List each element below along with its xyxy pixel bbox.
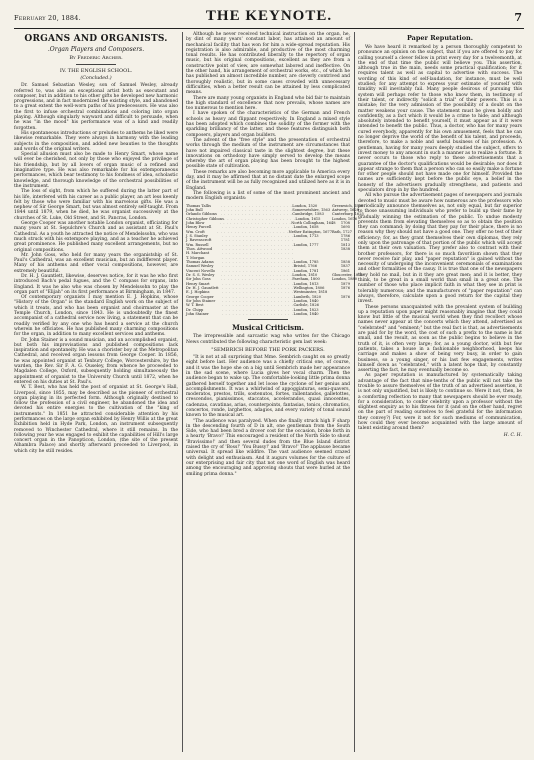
paragraph: These persons unacquainted with the prevalent system of building up a reputation upon paper might reasonably imagine that they could know but little of the musical world when they find recollect whose names never appear at the concerts which they attend, advertised as "celebrated" and "eminent;" but the real fact is that, as advertisements are paid for by the word, the cost of such a prefix to the name is but small, and the result, as soon as the public begins to believe in the truth of it, is often very large; for, as a young doctor, with but few patients, takes a house in a fashionable neighborhood, keeps his carriage and makes a show of being very busy, in order to gain business, so a young singer, or his last few engagements, writes himself down as "celebrated," with a latent hope that, by constantly asserting the fact, he may eventually become so. — [358, 304, 522, 374]
leader-dots: . . . . . . . . . . . . . . . . . . . . . — [222, 255, 294, 260]
article-subheading: .Organ Players and Composers. — [47, 46, 145, 53]
death-place: Canterbury, 1625 — [332, 212, 364, 217]
newspaper-page — [14, 8, 524, 752]
birth-place: Wellington, 1806 — [293, 286, 325, 291]
organist-name: Dr. H. J. Gauntlett — [186, 286, 219, 291]
leader-dots: . . . . . . . . . . . . . . . . . . . . . — [222, 294, 294, 299]
leader-dots: . . . . . . . . . . . . . . . . . . . . . — [222, 225, 294, 230]
organist-name: Dr. S. S. Wesley — [186, 273, 215, 277]
birth-place: London, 1840 — [293, 299, 319, 304]
divider — [248, 319, 288, 320]
leader-dots: . . . . . . . . . . . . . . . . . . . . . — [222, 286, 294, 291]
leader-dots: . . . . . . . . . . . . . . . . . . . . . — [222, 268, 294, 273]
column-continued-and-criticism — [186, 32, 364, 752]
paragraph: Of contemporary organists I may mention E. J. Hopkins, whose "History of the Organ" is the standard English work on the subject of which it treats, and who has been organist and choirmaster at the Temple Church, London, since 1843. He is undoubtedly the finest accompanist of a cathedral service now living, a statement that can be readily verified by any one who has heard a service at the church wherein he officiates. He has published many charming compositions for the organ, in addition to many excellent services and anthems. — [14, 295, 178, 338]
organist-name: J. Ravenscroft — [186, 238, 212, 243]
organist-name: Henry Smart — [186, 281, 210, 286]
birth-place: Carlisle, 1826 — [293, 303, 319, 308]
issue-date: February 20, 1884. — [14, 14, 81, 22]
paragraph: Mr. John Goss, who held for many years the organistship of St. Paul's Cathedral, was an excellent musician, but an indifferent player. Many of his anthems and other vocal compositions, however, are extremely beautiful. — [14, 252, 178, 274]
paragraph: George Cooper was another notable London organist, officiating for many years at St. Sepulchre's Church and as assistant at St. Paul's Cathedral. As a youth he attracted the notice of Mendelssohn, who was much struck with his extempore playing, and as a teacher he achieved great prominence. He published many excellent arrangements, but no original compositions. — [14, 221, 178, 253]
paragraph: As paper reputation is manufactured by systematically taking advantage of the fact that nine-tenths of the public will not take the trouble to assure themselves of the truth of an advertised assertion, it is not only unjustified, but is likely to continue so. Were it not, then, be a comforting reflection to many that newspapers should be ever ready, for a consideration, to confer celebrity upon a professor without the slightest enquiry as to his fitness for it (and on the other hand, regret on the part of reading ourselves to feel grateful for the information they convey?) For, were it not for such mediums of communication, how could they ever become acquainted with the large amount of talent existing around them? — [358, 373, 522, 432]
birth-place: London, 1713 — [293, 233, 319, 238]
article-heading: ORGANS AND ORGANISTS. — [24, 34, 168, 44]
paragraph: "It is not at all surprising that Mme. Sembrich caught on so greatly eight before last. Her audience was a chiefly critical one, of course, and it was the hope she on a big until Sembrich made her appearance in the sad scene, where Lucia gives her vocal charm. Then the audience began to wake up. The comfortable-looking little prima donna gathered herself together and let loose the cyclone of her genius and accomplishments. It was a whirlwind of appoggiaturas, semi-quavers, moderatos, prestos, trills, sostenutos, fortes, rallentandos, galletottes, crescendos, pianissimos, staccatos, accelerandos, quasi innocentes, cadenzas, cavatinas, arias, counterpoints, fantasias, tonics, chromatics, concertos, ronde, larghettos, adagios, and every variety of tonal sound known to the musical art. — [186, 355, 350, 419]
leader-dots: . . . . . . . . . . . . . . . . . . . . . — [222, 259, 294, 264]
birth-place: Nether Eatington, 1677 — [288, 229, 332, 234]
death-place: 1876 — [340, 286, 350, 291]
masthead — [14, 8, 524, 29]
organist-name: John Stainer — [186, 312, 209, 317]
death-place: Bath, 1727 — [332, 229, 352, 234]
death-place: 1838 — [340, 246, 350, 251]
birth-place: London, 1810 — [292, 273, 318, 277]
paragraph: Special allusion must also be made to Henry Smart, whose name will ever be cherished, not only by those who enjoyed the privilege of his friendship, but by all lovers of organ music of a refined and imaginative type. He was also remarkable for his extemporaneous performances, which bear testimony to his fondness of idea, scholastic knowledge, and thorough knowledge of the orchestral possibilities of the instrument. — [14, 152, 178, 189]
birth-place: London, 1777 — [293, 242, 319, 247]
paragraph: Dr. John Stainer is a sound musician, and an accomplished organist, but both his improvisations and published compositions lack inspiration and spontaneity. He was a chorister boy at the Metropolitan Cathedral, and received organ lessons from George Cooper. In 1856, he was appointed organist at Tenbury College, Worcestershire, by the warden, the Rev. Sir F. A. G. Ouseley, from whence he proceeded to Magdalen College, Oxford, subsequently holding simultaneously the appointment of organist to the University Church until 1872, when he entered on his duties at St. Paul's. — [14, 337, 178, 385]
leader-dots: . . . . . . . . . . . . . . . . . . . . . — [222, 246, 294, 251]
birth-place: Bristol, 1766 — [293, 264, 317, 269]
column-rule — [182, 32, 183, 752]
paragraph: His spontaneous introductions or preludes to anthems he liked were likewise remarkable. They were always in harmony with the leading subjects in the composition, and added new beauties to the thoughts and words of the original writers. — [14, 130, 178, 152]
paragraph: Dr. H. J. Gauntlett, likewise, deserves notice, for it was he who first introduced Bach's pedal fugues, and the C compass for organs, into England. It was he also who was chosen by Mendelssohn to play the organ part of "Elijah" on its first performance at Birmingham, in 1847. — [14, 273, 178, 295]
organist-name: Thomas Adams — [186, 259, 214, 264]
leader-dots: . . . . . . . . . . . . . . . . . . . . . — [222, 281, 294, 286]
death-place: 1858 — [340, 259, 350, 264]
birth-place: Lambeth, 1820 — [293, 294, 321, 299]
paragraph: W. T. Best, who has held the post of organist at St. George's Hall, Liverpool, since 1855, may be described as the pioneer of orchestral organ playing in its perfected form. Although originally destined to follow the profession of a civil engineer, he abandoned the idea and devoted his entire energies to the cultivation of the "king of instruments." In 1851 he attracted considerable attention by his performances on the large organ exhibited by Henry Willis at the great Exhibition held in Hyde Park, London, an instrument subsequently removed to Winchester Cathedral, where it still remains. In the following year he was engaged to exhibit the capabilities of Hill's large concert organ in the Panopticon, London, (the site of the present Alhambra Palace) and shortly afterward proceeded to Liverpool, in which city he still resides. — [14, 385, 178, 454]
death-place: 1837 — [340, 264, 350, 269]
paragraph: We have heard it remarked by a person thoroughly competent to pronounce an opinion on the subject, that if you are offered to pay for calling yourself a clever fellow in print every day for a twelvemonth, at the end of that time the public will believe you. This assertion, although true in the main, needs some practical qualification; for it requires talent as well as capital to advertise with success. The wording of this kind of self-laudation, for instance, must be well studied; for any attempt to express your estimate of yourself with timidity will inevitably fail. Many people desirous of pursuing this system will perhaps refer to those who know them, in testimony of their talent, or indirectly "solicit a trial" of their powers. This is a mistake; for the very admission of the possibility of a doubt on the matter weakens your cause. The statement must be given boldly and confidently, as a fact which it would be a crime to hide; and although absolutely intended to benefit yourself, it must appear as if it were intended to benefit the public. Thus, a doctor, who has for many years cured everybody, apparently for his own amusement, feels that he can no longer deprive the world of the benefit of his talent, and proceeds, therefore, to make a noble and useful business of his profession. A gentleman, having for many years deeply studied the subject, offers to invest money to any amount in such a manner as to realize a fortune. It never occurs to those who reply to these advertisements that a guarantee of the doctor's qualifications would be desirable; nor does it appear strange to them that a person who can so easily make a fortune for other people should not have made one for himself. Provided the names are sufficiently kept before the public eye, a belief in the honesty of the advertisers gradually strengthens, and patients and speculators drop in by the hundred. — [358, 45, 522, 194]
paragraph: Although he never received technical instruction on the organ, he, by dint of many years' constant labor, has attained an amount of mechanical facility that has won for him a wide-spread reputation. His registration is also admirable, and productive of the most charming tonal results. He has contributed liberally to the repertory of organ music, but his original compositions, excellent as they are from a constructive point of view, are somewhat labored and ineffective. On the other hand, his arrangement of orchestral works, etc., of which he has published an almost incredible number, are cleverly contrived and thoroughly realistic, but in some cases crowded with unnecessary difficulties, when a better result can be attained by less complicated means. — [186, 32, 350, 96]
leader-dots: . . . . . . . . . . . . . . . . . . . . . — [222, 233, 294, 238]
birth-place: London, 1785 — [293, 259, 319, 264]
organist-name: E. J. Hopkins — [186, 290, 210, 295]
column-paper-reputation — [358, 32, 522, 752]
criticism-heading: Musical Criticism. — [232, 323, 304, 333]
organist-name: Dr. Chipp — [186, 307, 204, 312]
organist-name: Christopher Gibbons — [186, 216, 224, 221]
leader-dots: . . . . . . . . . . . . . . . . . . . . . — [222, 242, 294, 247]
article-signature: H. C. H. — [503, 432, 522, 438]
article-heading: Paper Reputation. — [406, 34, 474, 42]
death-place — [335, 312, 350, 316]
paragraph: "The audience was paralyzed. When she finally struck high F sharp in the descending fourth of D in alt, one gentleman from the South Side, who had been bred a drover cost for the occasion, broke forth in a hearty 'Bravo!' This encouraged a resident of the North Side to shout 'Bravissimo!' and then several dudes from the Blue Island district raised the cry of 'Boss!' 'You Bussy!' and 'Bravo!' The applause became universal. It spread like wildfire. The vast audience seemed crazed with delight and enthusiasm. And it augurs volumes for the culture of our enterprising and fair city that not one word of English was heard among the encouraging and approving shouts that were hurled at the smiling prima donna." — [186, 418, 350, 477]
death-place: Antwerp, 1628 — [332, 207, 360, 212]
leader-dots: . . . . . . . . . . . . . . . . . . . . . — [222, 264, 294, 269]
birth-place: London, 1781 — [293, 268, 319, 273]
leader-dots: . . . . . . . . . . . . . . . . . . . . . — [220, 212, 293, 217]
organist-name: Sir John Stainer — [186, 299, 216, 304]
organist-name: Sir John Goss — [186, 277, 211, 282]
organist-name: W. T. Best — [186, 303, 204, 308]
criticism-title: "SEMBRICH BEFORE THE PORK PACKERS. — [211, 347, 325, 354]
death-place: 1813 — [340, 242, 350, 247]
birth-place: London, 1840 — [293, 312, 319, 317]
organist-name: Thos. Attwood — [186, 246, 213, 251]
organist-name: Wm. Croft — [186, 229, 205, 234]
death-place: Gloucester, 1876 — [332, 273, 363, 277]
birth-place: Fareham, 1800 — [292, 277, 320, 282]
organist-name: Vincent Novello — [186, 268, 215, 273]
death-place: 1781 — [340, 238, 350, 243]
paragraph: There are many young organists in England who bid fair to maintain the high standard of excellence that now prevails, whose names are too numerous to mention here. — [186, 95, 350, 112]
birth-place: London, 1813 — [293, 281, 319, 286]
leader-dots: . . . . . . . . . . . . . . . . . . . . . — [222, 312, 294, 317]
organist-name: Henry Purcell — [186, 225, 212, 230]
concluded-note: (Concluded.) — [80, 76, 112, 81]
leader-dots: . . . . . . . . . . . . . . . . . . . . . — [222, 251, 294, 256]
publication-title: THE KEYNOTE. — [205, 8, 333, 24]
paragraph: These remarks are also becoming more applicable to America every day, and it may be affirmed that at no distant date the enlarged scope of the instrument will be as fully recognized and utilized here as it is in England. — [186, 169, 350, 191]
birth-place: London, 1520 — [292, 203, 318, 208]
death-place: London, 1676 — [332, 216, 358, 221]
birth-place: London, 1658 — [293, 225, 319, 230]
leader-dots: . . . . . . . . . . . . . . . . . . . . . — [220, 207, 293, 212]
leader-dots: . . . . . . . . . . . . . . . . . . . . . — [220, 277, 293, 282]
paragraph: The following is a list of some of the most prominent ancient and modern English organists: — [186, 190, 350, 202]
organist-name: T. Morgan — [186, 255, 205, 260]
birth-place: Westminster, 1818 — [293, 290, 328, 295]
death-place: 1695 — [340, 225, 350, 230]
leader-dots: . . . . . . . . . . . . . . . . . . . . . — [222, 307, 294, 312]
death-place: 1786 — [340, 233, 350, 238]
death-place: 1708 — [340, 220, 350, 225]
leader-dots: . . . . . . . . . . . . . . . . . . . . . — [222, 303, 294, 308]
section-heading: IV. THE ENGLISH SCHOOL. — [59, 68, 133, 74]
column-organs-and-organists — [14, 32, 178, 752]
death-place: 1861 — [340, 268, 350, 273]
paragraph: I have spoken of the characteristics of the German and French schools as heavy and flippant respectively. In England a mixed style has been adopted which combines the solidity of the former with the sparkling brilliancy of the latter, and these features distinguish both composers, players and organ builders. — [186, 111, 350, 138]
birth-place: London, 1615 — [295, 216, 321, 221]
leader-dots: . . . . . . . . . . . . . . . . . . . . . — [220, 273, 293, 277]
death-place: Greenwich, 1585 — [332, 203, 364, 208]
organist-name: Thomas Tallis — [186, 203, 211, 208]
birth-place: North Collingham, 1648 — [291, 220, 336, 225]
page-number: 7 — [514, 11, 522, 24]
article-byline: By Frederic Archer. — [69, 55, 123, 61]
organist-name: H. Marchant — [186, 251, 210, 256]
organist-name: George Cooper — [186, 294, 214, 299]
organist-name: John Blow — [186, 220, 205, 225]
paragraph: The irrepressible and sarcastic wag who writes for the Chicago News contributed the following characteristic gem last week: — [186, 334, 350, 345]
leader-dots: . . . . . . . . . . . . . . . . . . . . . — [217, 229, 289, 234]
death-place: 1879 — [340, 281, 350, 286]
paragraph: The advent of the "free style" and the presentation of orchestral works through the medium of the instrument are circumstances that have not impaired classical taste in the slightest degree, but these innovations on orthodoxy have simply served to develop the means whereby the art of organ playing has been brought to the highest possible state of cultivation. — [186, 137, 350, 170]
death-place: 1876 — [340, 294, 350, 299]
organist-name: Orlando Gibbons — [186, 212, 217, 217]
paragraph: The loss of sight, from which he suffered during the latter part of his life, interfered with his career as a public player, an art less keenly felt by those who were familiar with his marvelous gifts. He was a nephew of Sir George Smart, but was almost entirely self-taught. From 1844 until 1879, when he died, he was organist successively at the churches of St. Luke, Old Street, and St. Pancras, London. — [14, 189, 178, 221]
table-row — [186, 312, 350, 316]
organist-name: J. S. Stanley — [186, 233, 208, 238]
birth-place: London, 1823 — [293, 307, 319, 312]
leader-dots: . . . . . . . . . . . . . . . . . . . . . — [222, 299, 294, 304]
organist-name: Samuel Wesley — [186, 264, 214, 269]
birth-place: Somersetshire, 1563 — [292, 207, 331, 212]
divider — [76, 64, 116, 65]
paragraph: Dr. Samuel Sebastian Wesley, son of Samuel Wesley, already referred to, was also an exceptional artist both as executant and composer, but in addition to his other gifts he developed new harmonic progressions, and in fact modernized the existing style, and abandoned to a great extent the well-worn paths of his predecessors. He was also the first to infuse orchestral combinations and coloring into organ playing. Although singularly wayward and difficult to persuade, when he was "in the mood" his performance was of a kind and readily forgotten. — [14, 83, 178, 131]
column-rule — [354, 32, 355, 752]
leader-dots: . . . . . . . . . . . . . . . . . . . . . — [222, 238, 294, 243]
organist-list-table — [186, 203, 364, 317]
organist-name: Wm. Russell — [186, 242, 209, 247]
leader-dots: . . . . . . . . . . . . . . . . . . . . . — [220, 203, 293, 208]
death-place: London, 1880 — [332, 277, 358, 282]
paragraph: All who pursue the advertisement pages of newspapers and journals devoted to music must be aware how numerous are the professors who periodically announce themselves as, not only equal, but far superior to those unassuming individuals who prefer to build up their fame by gradually winning the estimation of the public. To undue modesty prevents them from elevating themselves so as to obtain the position they can command; by doing that they pay for their place, there is no reason why they should not have a good one. They offer no test of their efficiency; for, as they grant themselves their own diplomas, they rely only upon the patronage of that portion of the public which will accept them at their own valuation. They prefer also to contrast with their brother professors, for there is so much favoritism shown that they never receive fair play, and "paper reputation" is gained without the necessity of undergoing the inconvenient ceremonials of examinations and other formalities of the casuy. It is true that one of the newspapers they hold no mail, but in it they are great men; and it is better, they think, to be great in a small world than small in a great one. The number of those who place implicit faith in what they see in print is tolerably numerous; and the manufacturers of "paper reputation" can always, therefore, calculate upon a good return for the capital they invest. — [358, 193, 522, 305]
organist-name: John Bull — [186, 207, 203, 212]
leader-dots: . . . . . . . . . . . . . . . . . . . . . — [219, 220, 292, 225]
leader-dots: . . . . . . . . . . . . . . . . . . . . . — [222, 290, 294, 295]
birth-place: Cambridge, 1583 — [292, 212, 324, 217]
leader-dots: . . . . . . . . . . . . . . . . . . . . . — [223, 216, 296, 221]
